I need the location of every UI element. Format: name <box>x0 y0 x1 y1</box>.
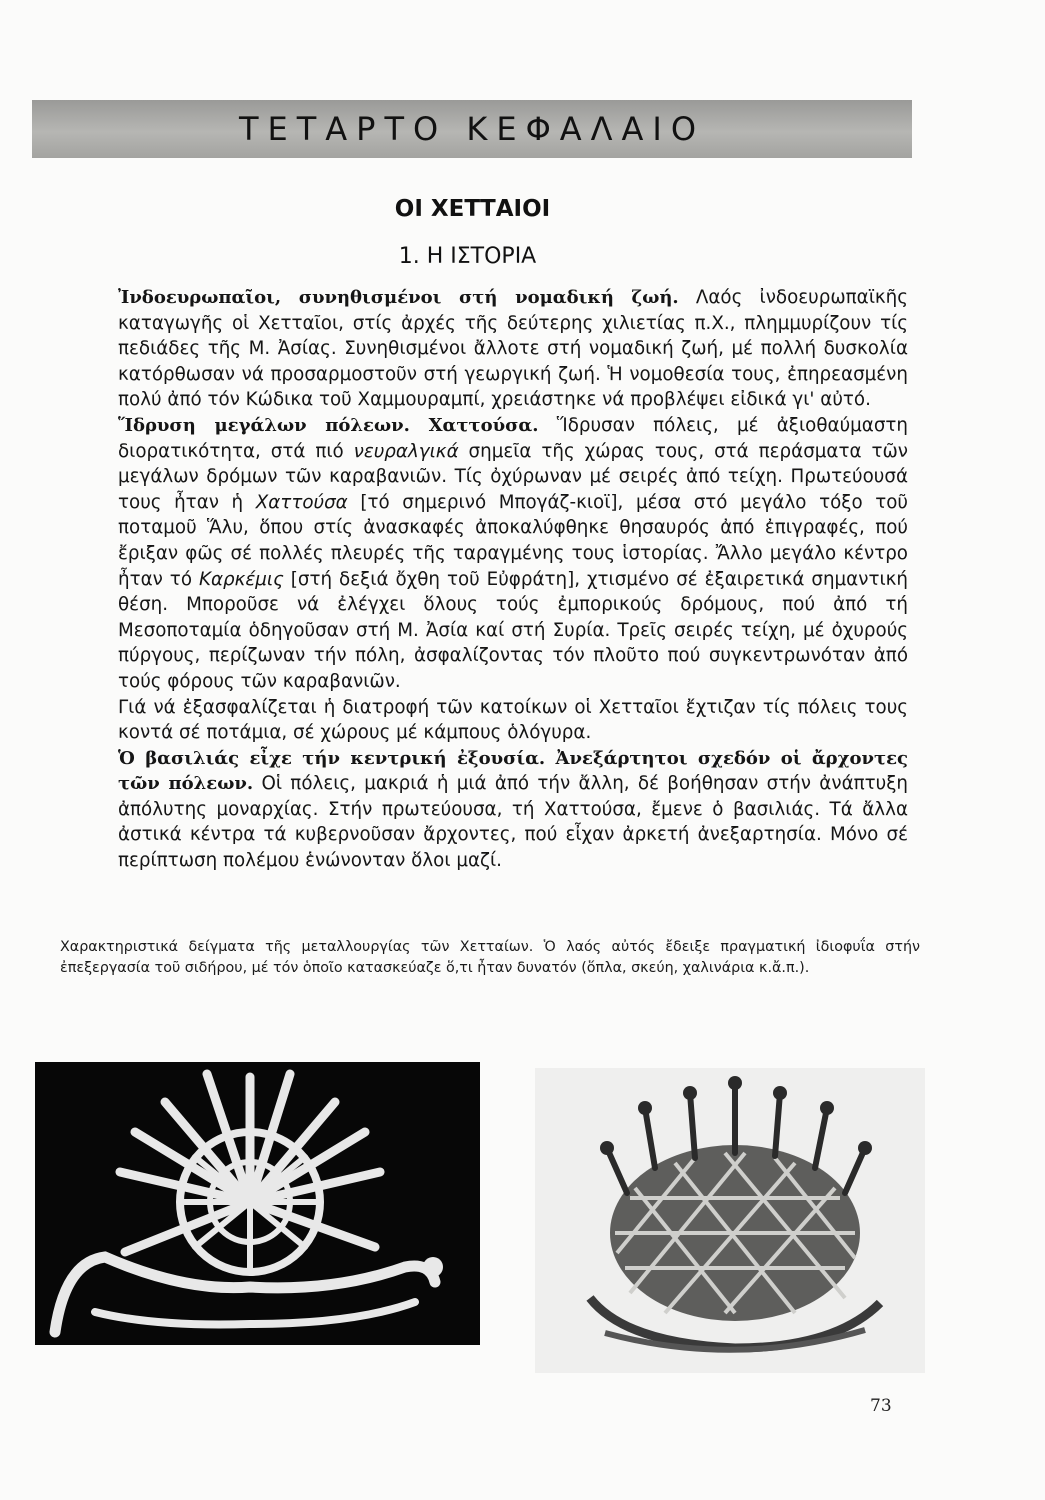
page-number: 73 <box>870 1396 892 1416</box>
paragraph-1 <box>118 285 908 413</box>
paragraph-2-text-d: [στή δεξιά ὄχθη τοῦ Εὐφράτη], χτισμένο σέ ἐξαιρετικά σημαντική θέση. Μποροῦσε νά ἐλέγχει ὅλους τούς ἐμπορικούς δρόμους, πού ἀπό τή Μεσοποταμία ὁδηγοῦσαν στή Μ. Ἀσία καί στή Συρία. Τρεῖς σειρές τείχη, μέ ὀχυρούς πύργους, περίζωναν τήν πόλη, ἀσφαλίζοντας τόν πλοῦτο πού συγκεντρωνόταν ἀπό τούς φόρους τῶν καραβανιῶν. <box>118 568 908 692</box>
chapter-label: ΤΕΤΑΡΤΟ ΚΕΦΑΛΑΙΟ <box>238 110 706 148</box>
paragraph-1-text: Λαός ἰνδοευρωπαϊκῆς καταγωγῆς οἱ Χετταῖοι, στίς ἀρχές τῆς δεύτερης χιλιετίας π.Χ., πλημμυρίζουν τίς πεδιάδες τῆς Μ. Ἀσίας. Συνηθισμένοι ἄλλοτε στή νομαδική ζωή, μέ πολλή δυσκολία κατόρθωσαν νά προσαρμοστοῦν στή γεωργική ζωή. Ἡ νομοθεσία τους, ἐπηρεασμένη πολύ ἀπό τόν Κώδικα τοῦ Χαμμουραμπί, χρειάστηκε νά προβλέψει εἰδικά γι' αὐτό. <box>118 287 908 411</box>
paragraph-2-text-b: σημεῖα τῆς χώρας τους, στά περάσματα τῶν μεγάλων δρόμων τῶν καραβανιῶν. Τίς ὀχύρωναν μέ σειρές ἀπό τείχη. Πρωτεύουσά τους ἦταν ἡ <box>118 440 908 513</box>
section-title: 1. Η ΙΣΤΟΡΙΑ <box>398 244 537 269</box>
figure-caption: Χαρακτηριστικά δείγματα τῆς μεταλλουργίας τῶν Χετταίων. Ὁ λαός αὐτός ἔδειξε πραγματική ἰδιοφυΐα στήν ἐπεξεργασία τοῦ σιδήρου, μέ τόν ὁποῖο κατασκεύαζε ὅ,τι ἦταν δυνατόν (ὅπλα, σκεύη, χαλινάρια κ.ἄ.π.). <box>60 939 920 976</box>
paragraph-2-text-c: [τό σημερινό Μπογάζ-κιοϊ], μέσα στό μεγάλο τόξο τοῦ ποταμοῦ Ἅλυ, ὅπου στίς ἀνασκαφές ἀποκαλύφθηκε θησαυρός ἀπό ἐπιγραφές, πού ἔριξαν φῶς σέ πολλές πλευρές τῆς ταραγμένης τους ἱστορίας. Ἄλλο μεγάλο κέντρο ἦταν τό <box>118 491 909 590</box>
paragraph-2 <box>118 413 908 695</box>
term-hattusa: Χαττούσα <box>255 491 348 513</box>
paragraph-4-heading: Ὁ βασιλιάς εἶχε τήν κεντρική ἐξουσία. Ἀνεξάρτητοι σχεδόν οἱ ἄρχοντες τῶν πόλεων. <box>118 747 908 795</box>
paragraph-2-heading: Ἵδρυση μεγάλων πόλεων. Χαττούσα. <box>118 414 539 436</box>
chapter-banner <box>32 100 912 158</box>
sun-disk-photo-left <box>35 1062 480 1345</box>
body-text <box>118 285 908 874</box>
paragraph-4 <box>118 746 908 874</box>
page-title: ΟΙ ΧΕΤΤΑΙΟΙ <box>394 196 551 222</box>
paragraph-3 <box>118 695 908 746</box>
paragraph-3-text: Γιά νά ἐξασφαλίζεται ἡ διατροφή τῶν κατοίκων οἱ Χετταῖοι ἔχτιζαν τίς πόλεις τους κοντά σέ ποτάμια, σέ χώρους μέ κάμπους ὁλόγυρα. <box>118 696 908 744</box>
grid-standard-artifact-icon <box>535 1068 925 1373</box>
sun-disk-photo-right <box>535 1068 925 1373</box>
paragraph-1-heading: Ἰνδοευρωπαῖοι, συνηθισμένοι στή νομαδική ζωή. <box>118 287 679 308</box>
term-neuralgic: νευραλγικά <box>353 440 459 462</box>
paragraph-2-text-a: Ἵδρυσαν πόλεις, μέ ἀξιοθαύμαστη διορατικότητα, στά πιό <box>118 414 909 462</box>
sun-disk-artifact-icon <box>35 1062 480 1345</box>
term-carchemish: Καρκέμις <box>198 568 284 590</box>
paragraph-4-text: Οἱ πόλεις, μακριά ἡ μιά ἀπό τήν ἄλλη, δέ βοήθησαν στήν ἀνάπτυξη ἀπόλυτης μοναρχίας. Στήν πρωτεύουσα, τή Χαττούσα, ἔμενε ὁ βασιλιάς. Τά ἄλλα ἀστικά κέντρα τά κυβερνοῦσαν ἄρχοντες, πού εἶχαν ἀρκετή ἀνεξαρτησία. Μόνο σέ περίπτωση πολέμου ἑνώνονταν ὅλοι μαζί. <box>118 773 908 872</box>
